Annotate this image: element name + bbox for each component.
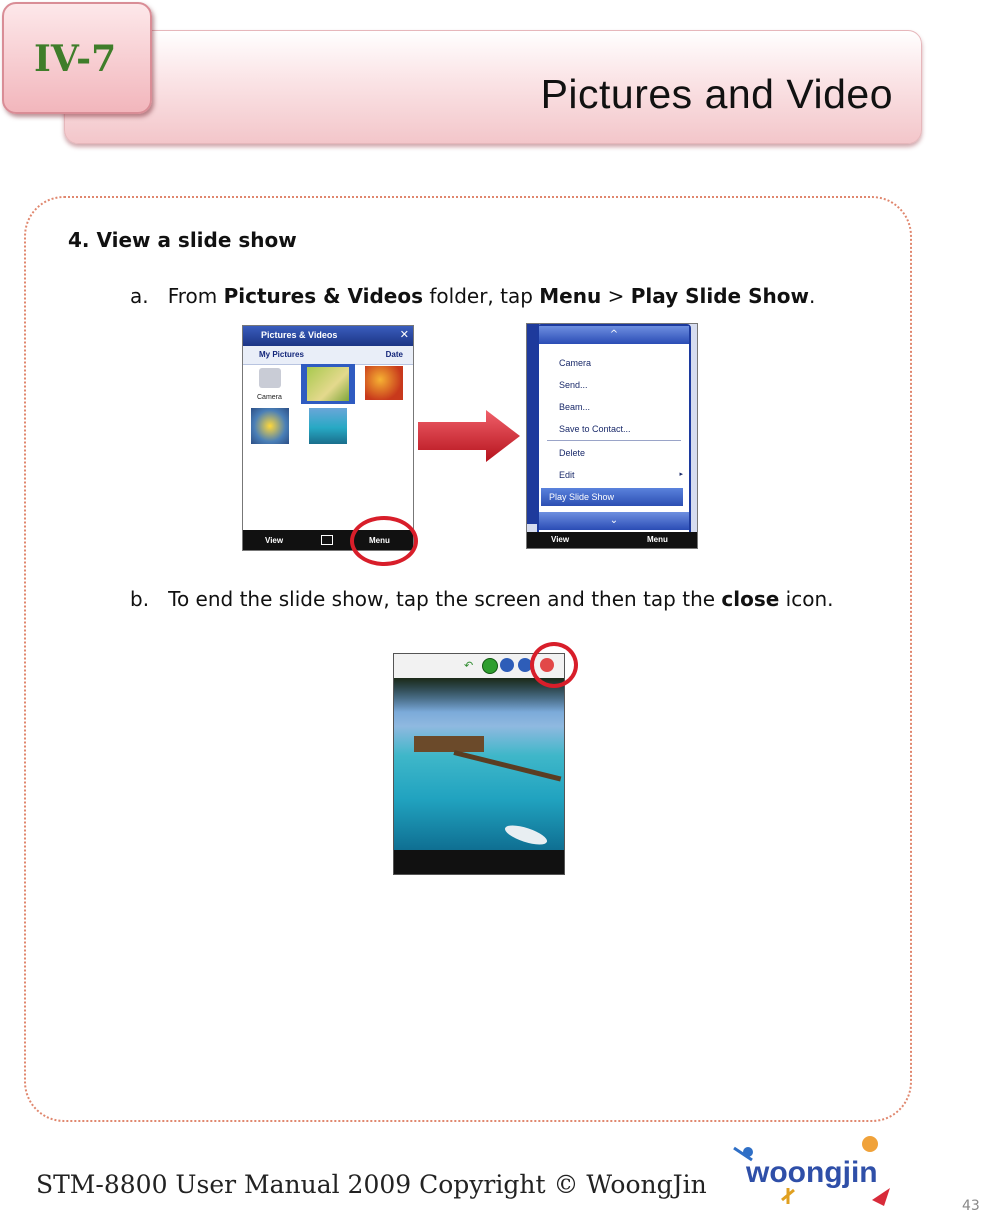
menu-item-beam[interactable]: Beam... xyxy=(559,402,591,412)
sort-dropdown[interactable]: Date xyxy=(385,350,403,359)
step-a-slideshow: Play Slide Show xyxy=(630,284,809,308)
context-menu xyxy=(537,324,691,536)
softkey-menu[interactable]: Menu xyxy=(369,536,390,545)
step-a-marker: a. xyxy=(130,284,149,308)
step-a xyxy=(130,284,815,308)
folder-bar xyxy=(243,346,413,365)
page-title: Pictures and Video xyxy=(540,71,893,117)
softkey-bar-2 xyxy=(527,532,697,548)
highlight-circle-close xyxy=(530,642,578,688)
title-bar xyxy=(243,326,413,346)
step-b-text: To end the slide show, tap the screen and then tap the xyxy=(168,587,722,611)
close-icon[interactable]: ✕ xyxy=(399,328,409,341)
keyboard-icon[interactable] xyxy=(321,535,333,545)
menu-item-delete[interactable]: Delete xyxy=(559,448,586,458)
title-banner xyxy=(64,30,922,144)
screenshot-slide-show xyxy=(393,653,565,875)
step-a-sep: > xyxy=(601,284,631,308)
menu-item-edit[interactable]: Edit xyxy=(559,470,575,480)
screenshot-menu-open xyxy=(526,323,698,549)
step-b-end: icon. xyxy=(779,587,834,611)
menu-item-camera[interactable]: Camera xyxy=(559,358,592,368)
logo-graphic xyxy=(722,1130,912,1214)
menu-scroll-up-icon[interactable]: ^ xyxy=(539,326,689,344)
chapter-number: IV-7 xyxy=(34,38,117,80)
app-title: Pictures & Videos xyxy=(261,330,338,340)
camera-label: Camera xyxy=(257,394,282,401)
highlight-circle-menu xyxy=(350,516,418,566)
previous-icon[interactable] xyxy=(500,658,514,672)
chapter-tab xyxy=(2,2,152,114)
step-b-marker: b. xyxy=(130,587,150,611)
menu-item-save-to-contact[interactable]: Save to Contact... xyxy=(559,424,631,434)
section-heading: 4. View a slide show xyxy=(68,228,297,252)
logo-wordmark: woongjin xyxy=(746,1156,878,1189)
thumbnail-flower[interactable] xyxy=(365,366,403,400)
submenu-arrow-icon: ▸ xyxy=(679,470,683,478)
camera-icon[interactable] xyxy=(259,368,281,388)
step-a-folder: Pictures & Videos xyxy=(223,284,423,308)
thumbnail-selected[interactable] xyxy=(301,364,355,404)
menu-scroll-down-icon[interactable]: ⌄ xyxy=(539,512,689,530)
play-icon[interactable] xyxy=(482,658,498,674)
thumbnail-beach[interactable] xyxy=(309,408,347,444)
softkey-view-2[interactable]: View xyxy=(551,535,570,544)
step-b-close: close xyxy=(721,587,780,611)
slide-photo[interactable] xyxy=(394,678,564,850)
step-a-menu: Menu xyxy=(539,284,602,308)
softkey-view[interactable]: View xyxy=(265,536,284,545)
menu-item-play-slide-show[interactable]: Play Slide Show xyxy=(549,492,615,502)
step-a-text: From xyxy=(167,284,224,308)
right-arrow-icon xyxy=(416,408,524,464)
menu-item-play-slide-show-highlight[interactable] xyxy=(541,488,683,506)
footer-copyright: STM-8800 User Manual 2009 Copyright © WoongJin xyxy=(36,1170,707,1199)
step-b xyxy=(130,587,834,611)
thumbnail-sunflower[interactable] xyxy=(251,408,289,444)
folder-dropdown[interactable]: My Pictures xyxy=(259,350,304,359)
menu-item-send[interactable]: Send... xyxy=(559,380,588,390)
step-a-text-mid: folder, tap xyxy=(423,284,540,308)
page-number: 43 xyxy=(962,1198,980,1214)
softkey-menu-2[interactable]: Menu xyxy=(647,535,668,544)
woongjin-logo xyxy=(722,1130,912,1214)
rotate-icon[interactable]: ↶ xyxy=(464,659,474,672)
menu-divider xyxy=(547,440,681,441)
step-a-end: . xyxy=(808,284,816,308)
